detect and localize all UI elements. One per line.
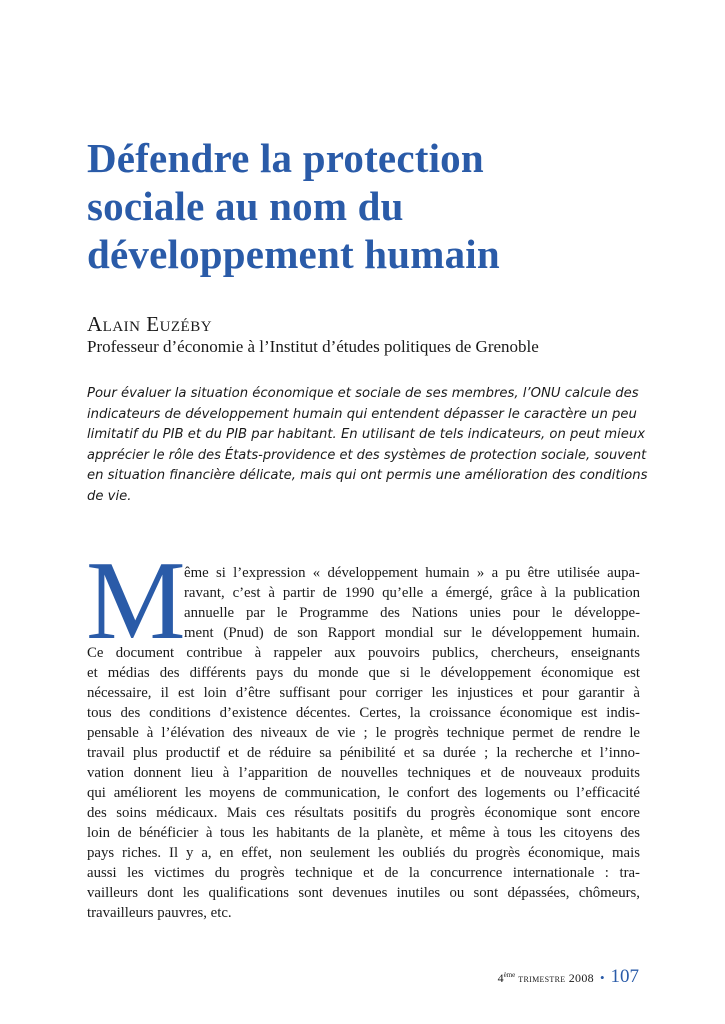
abstract-line: limitatif du PIB et du PIB par habitant. En utilisant de tels indicateurs, on peut mieux bbox=[87, 427, 646, 442]
body-line: vation donnent lieu à l’apparition de nouvelles techniques et de nouveaux produits bbox=[87, 765, 640, 781]
abstract-line: de vie. bbox=[87, 488, 132, 504]
body-line: tous des conditions d’existence décentes. Certes, la croissance économique est indis- bbox=[87, 705, 640, 721]
body-line: aussi les victimes du progrès technique et de la concurrence internationale : tra- bbox=[87, 865, 640, 881]
body-line: pays riches. Il y a, en effet, non seulement les oubliés du progrès économique, mais bbox=[87, 845, 640, 861]
body-line: annuelle par le Programme des Nations unies pour le développe- bbox=[184, 605, 640, 621]
abstract-line: apprécier le rôle des États-providence et des systèmes de protection sociale, souvent bbox=[87, 447, 647, 463]
page-number: 107 bbox=[610, 966, 639, 987]
body-line: travailleurs pauvres, etc. bbox=[87, 905, 232, 921]
body-line: pensable à l’élévation des niveaux de vie ; le progrès technique permet de rendre le bbox=[87, 725, 640, 741]
body-line: loin de bénéficier à tous les habitants de la planète, et même à tous les citoyens des bbox=[87, 825, 640, 841]
issue-label: trimestre 2008 bbox=[518, 971, 594, 985]
bullet-separator: • bbox=[599, 970, 605, 985]
body-line: Ce document contribue à rappeler aux pouvoirs publics, chercheurs, enseignants bbox=[87, 645, 640, 661]
drop-cap: M bbox=[86, 539, 186, 663]
abstract bbox=[87, 384, 647, 507]
author-affiliation: Professeur d’économie à l’Institut d’études politiques de Grenoble bbox=[87, 337, 539, 356]
body-line: ravant, c’est à partir de 1990 qu’elle a émergé, grâce à la publication bbox=[184, 585, 640, 601]
body-line: nécessaire, il est loin d’être suffisant pour corriger les injustices et pour garantir à bbox=[87, 685, 640, 701]
page-footer bbox=[498, 964, 639, 989]
body-line: qui améliorent les moyens de communication, le confort des logements ou l’efficacité bbox=[87, 785, 640, 801]
body-line: des soins médicaux. Mais ces résultats positifs du progrès économique sont encore bbox=[87, 805, 640, 821]
body-line: vailleurs dont les qualifications sont devenues inutiles ou sont dépassées, chômeurs, bbox=[87, 885, 640, 901]
body-line: ême si l’expression « développement humain » a pu être utilisée aupa- bbox=[184, 565, 640, 581]
abstract-line: Pour évaluer la situation économique et sociale de ses membres, l’ONU calcule des bbox=[87, 386, 639, 401]
title-line: Défendre la protection bbox=[87, 135, 484, 181]
article-title bbox=[87, 134, 647, 278]
body-line: travail plus productif et de réduire sa pénibilité et sa durée ; la recherche et l’inno- bbox=[87, 745, 640, 761]
issue-superscript: ème bbox=[503, 971, 516, 979]
title-line: sociale au nom du bbox=[87, 183, 404, 229]
abstract-line: indicateurs de développement humain qui entendent dépasser le caractère un peu bbox=[87, 406, 637, 422]
issue-number: 4 bbox=[497, 971, 504, 985]
body-line: et médias des différents pays du monde que si le développement économique est bbox=[87, 665, 640, 681]
body-line: ment (Pnud) de son Rapport mondial sur le développement humain. bbox=[184, 625, 640, 641]
title-line: développement humain bbox=[87, 231, 500, 277]
author-name: Alain Euzéby bbox=[87, 312, 213, 336]
abstract-line: en situation financière délicate, mais qui ont permis une amélioration des conditions bbox=[87, 468, 648, 483]
